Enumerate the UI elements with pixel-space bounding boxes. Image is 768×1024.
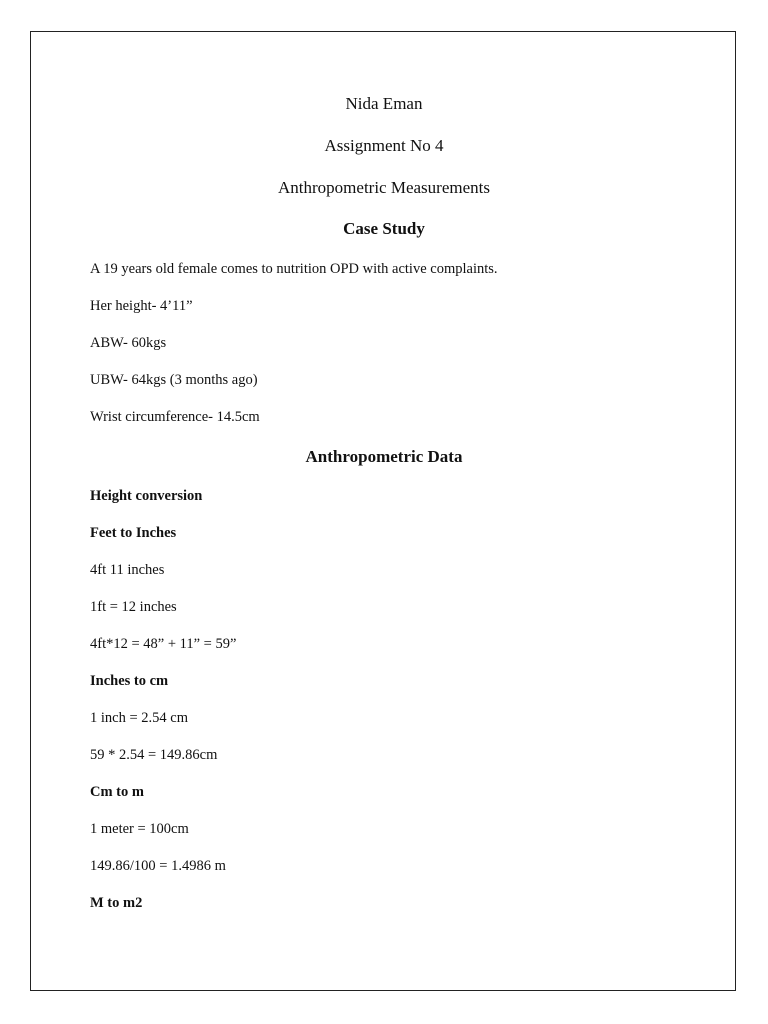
height-conversion-heading: Height conversion [90,488,203,504]
conversion-line: 149.86/100 = 1.4986 m [90,858,226,874]
feet-to-inches-heading: Feet to Inches [90,525,177,541]
anthropometric-data-heading: Anthropometric Data [305,447,463,466]
m-to-m2-heading: M to m2 [90,895,143,911]
conversion-line: 4ft*12 = 48” + 11” = 59” [90,636,237,652]
conversion-line: 4ft 11 inches [90,562,165,578]
author-name: Nida Eman [345,94,423,113]
case-study-line: UBW- 64kgs (3 months ago) [90,372,258,388]
case-study-line: A 19 years old female comes to nutrition OPD with active complaints. [90,261,498,277]
cm-to-m-heading: Cm to m [90,784,144,800]
conversion-line: 59 * 2.54 = 149.86cm [90,747,218,763]
inches-to-cm-heading: Inches to cm [90,673,169,689]
conversion-line: 1 meter = 100cm [90,821,189,837]
case-study-line: Wrist circumference- 14.5cm [90,409,260,425]
document-page [30,31,736,991]
assignment-title: Assignment No 4 [324,136,444,155]
case-study-heading: Case Study [343,219,425,238]
conversion-line: 1 inch = 2.54 cm [90,710,188,726]
subject-title: Anthropometric Measurements [278,178,490,197]
conversion-line: 1ft = 12 inches [90,599,177,615]
case-study-line: ABW- 60kgs [90,335,167,351]
case-study-line: Her height- 4’11” [90,298,193,314]
